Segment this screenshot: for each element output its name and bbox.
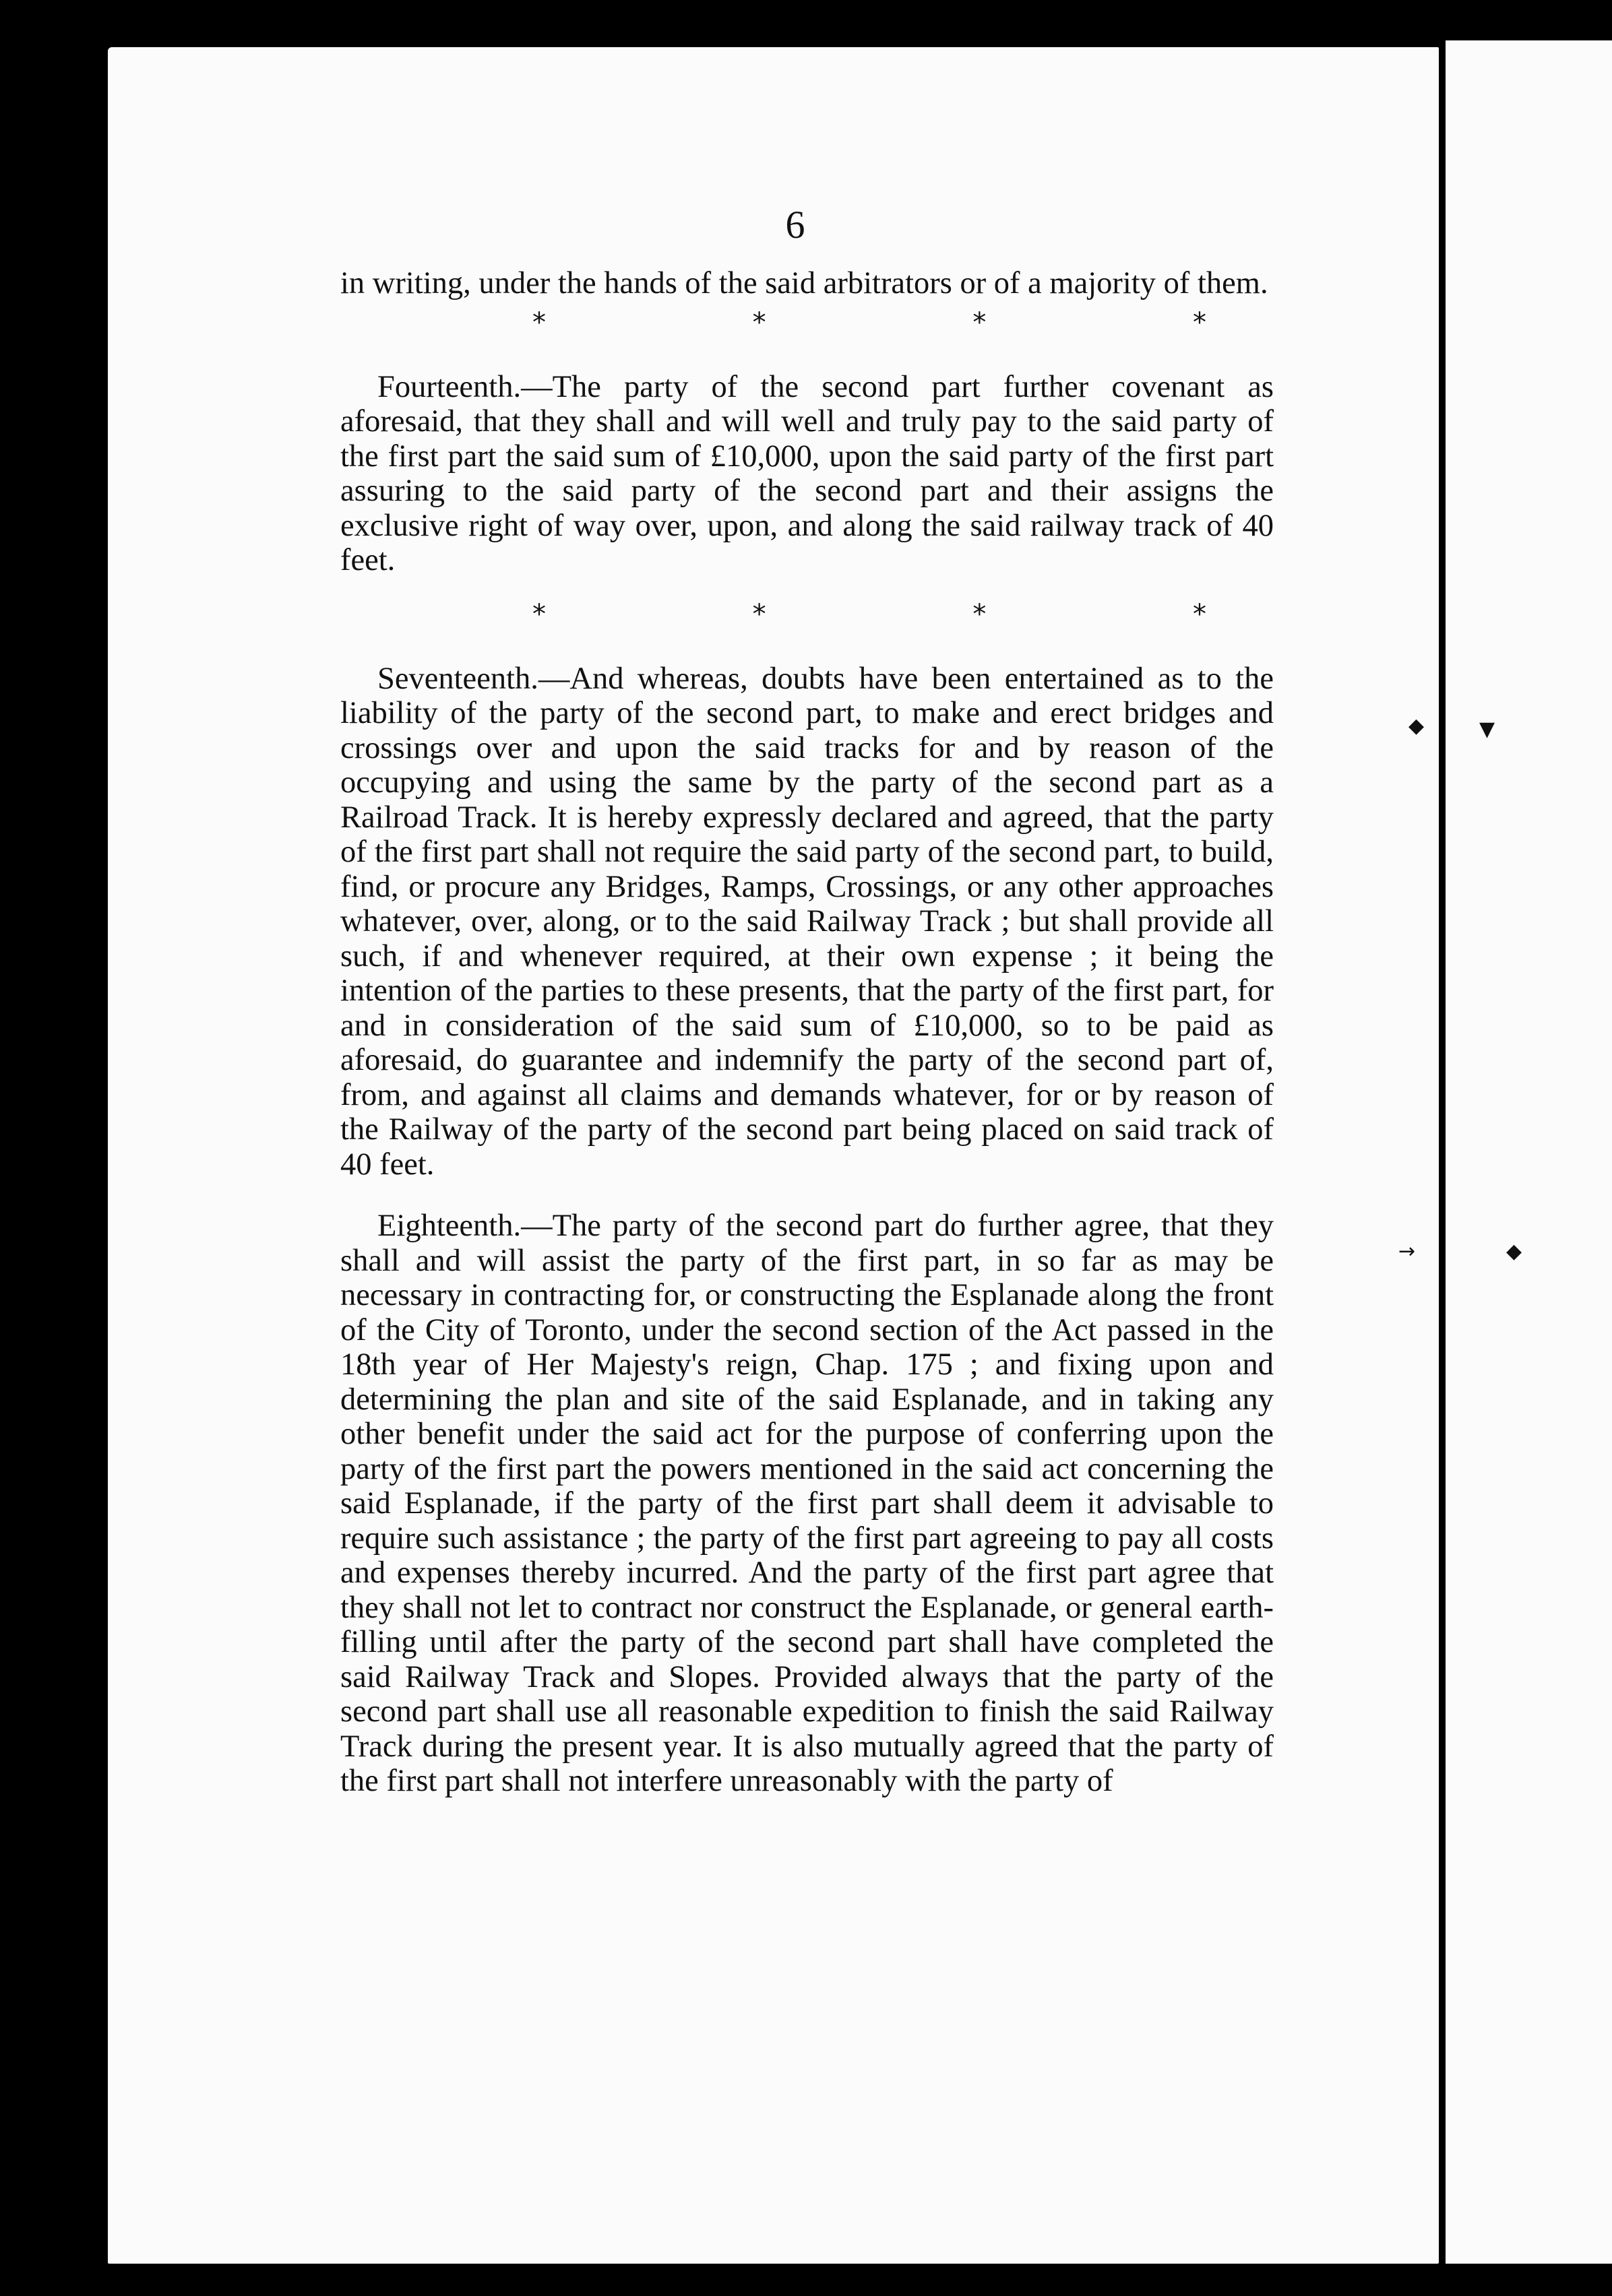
separator-star: * xyxy=(1192,598,1206,630)
facing-page-edge xyxy=(1446,40,1612,2264)
opening-text: in writing, under the hands of the said arbitrators or of a majority of them. xyxy=(340,266,1268,300)
section-separator xyxy=(532,309,1206,336)
paragraph-fourteenth: Fourteenth.—The party of the second part further covenant as aforesaid, that they shall and will well and truly pay to the said party of the first part the said sum of £10,000, upon the said party of the first part assuring to the said party of the second part and their assigns the exclusive right of way over, upon, and along the said railway track of 40 feet. xyxy=(340,369,1274,577)
separator-star: * xyxy=(1192,307,1206,338)
paragraph-eighteenth: Eighteenth.—The party of the second part do further agree, that they shall and will assist the party of the first part, in so far as may be necessary in contracting for, or constructing the Esplanade along the front of the City of Toronto, under the second section of the Act passed in the 18th year of Her Majesty's reign, Chap. 175 ; and fixing upon and determining the plan and site of the said Esplanade, and in taking any other benefit under the said act for the purpose of conferring upon the party of the first part the powers mentioned in the said act concerning the said Esplanade, if the party of the first part shall deem it advisable to require such assistance ; the party of the first part agreeing to pay all costs and expenses thereby incurred. And the party of the first part agree that they shall not let to contract nor construct the Esplanade, or general earth-filling until after the party of the second part shall have completed the said Railway Track and Slopes. Provided always that the party of the second part shall use all reasonable expedition to finish the said Railway Track during the present year. It is also mutually agreed that the party of the first part shall not interfere unreasonably with the party of xyxy=(340,1209,1274,1798)
separator-star: * xyxy=(972,307,987,338)
separator-star: * xyxy=(752,598,766,630)
separator-star: * xyxy=(752,307,766,338)
separator-star: * xyxy=(532,598,546,630)
paragraph-seventeenth: Seventeenth.—And whereas, doubts have been entertained as to the liability of the party of the second part, to make and erect bridges and crossings over and upon the said tracks for and by reason of the occupying and using the same by the party of the second part as a Railroad Track. It is hereby expressly declared and agreed, that the party of the first part shall not require the said party of the second part, to build, find, or procure any Bridges, Ramps, Crossings, or any other approaches whatever, over, along, or to the said Railway Track ; but shall provide all such, if and whenever required, at their own expense ; it being the intention of the parties to these presents, that the party of the first part, for and in consideration of the said sum of £10,000, so to be paid as aforesaid, do guarantee and indemnify the party of the second part of, from, and against all claims and demands whatever, for or by reason of the Railway of the party of the second part being placed on said track of 40 feet. xyxy=(340,661,1274,1182)
gutter-mark: ◆ xyxy=(1506,1240,1522,1263)
separator-star: * xyxy=(532,307,546,338)
paragraph-gap xyxy=(340,1182,1274,1209)
body-text xyxy=(340,266,1274,1799)
gutter-mark: ▼ xyxy=(1479,718,1495,741)
section-separator xyxy=(532,598,1206,630)
page-number: 6 xyxy=(785,203,805,247)
gutter-mark: ◆ xyxy=(1408,714,1425,738)
separator-star: * xyxy=(972,598,987,630)
gutter-mark: → xyxy=(1398,1240,1416,1263)
